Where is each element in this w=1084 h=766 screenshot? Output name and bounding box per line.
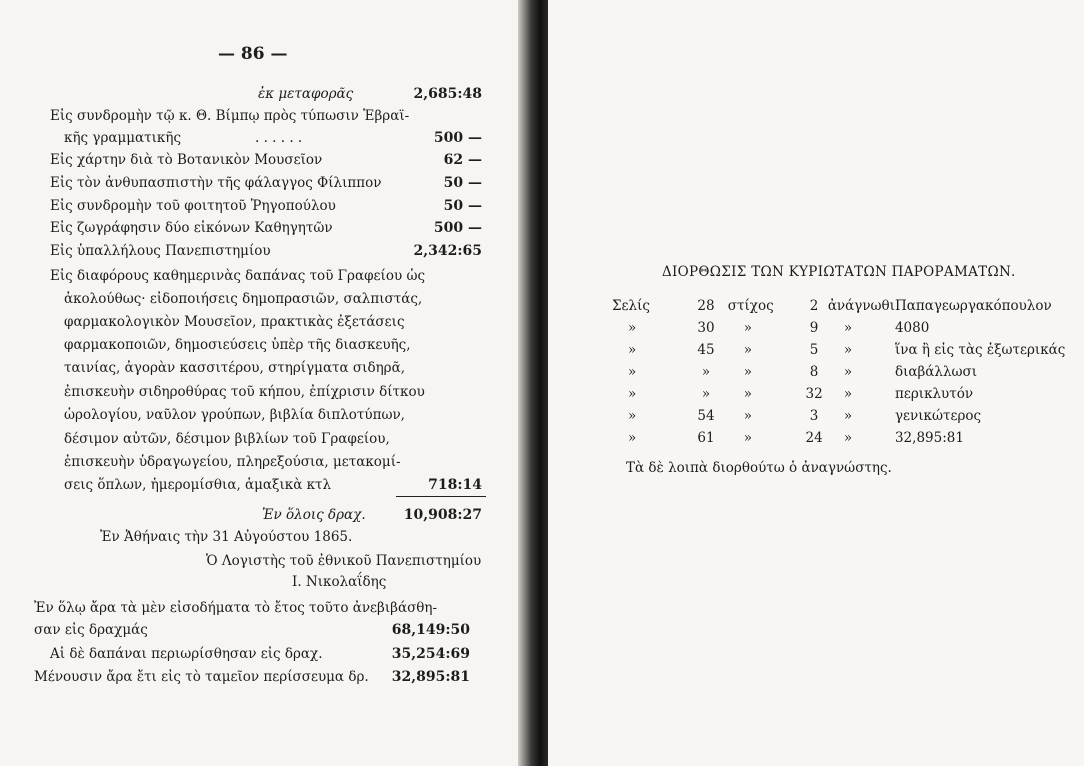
errata-cell: περικλυτόν: [894, 385, 974, 402]
entry-5-amount: 500 —: [433, 220, 482, 236]
errata-cell: 54: [697, 407, 715, 424]
errata-cell: 2: [809, 297, 819, 314]
errata-row: [612, 407, 1084, 429]
misc-line-4: φαρμακοποιῶν, δημοσιεύσεις ὑπὲρ τῆς διασκευῆς,: [64, 337, 411, 353]
errata-cell: 32,895:81: [894, 429, 964, 446]
carryover-amount: 2,685:48: [413, 86, 482, 102]
date-line: Ἐν Ἀθήναις τὴν 31 Αὐγούστου 1865.: [100, 529, 353, 545]
errata-cell: »: [743, 319, 753, 336]
errata-cell: ἀνάγνωθι: [827, 297, 895, 314]
errata-cell: »: [843, 407, 853, 424]
page-number: — 86 —: [218, 44, 288, 64]
entry-1-leader: . . . . . .: [255, 130, 303, 146]
errata-cell: »: [701, 385, 711, 402]
misc-line-8: δέσιμον αὐτῶν, δέσιμον βιβλίων τοῦ Γραφείου,: [64, 431, 390, 447]
errata-cell: »: [743, 385, 753, 402]
errata-cell: »: [701, 363, 711, 380]
errata-cell: 9: [809, 319, 819, 336]
entry-4-amount: 50 —: [443, 198, 482, 214]
entry-1-line1: Εἰς συνδρομὴν τῷ κ. Θ. Βίμπῳ πρὸς τύπωσιν Ἑβραϊ-: [50, 108, 410, 124]
errata-cell: »: [628, 341, 637, 358]
misc-amount: 718:14: [428, 477, 482, 493]
errata-cell: 30: [697, 319, 715, 336]
errata-cell: »: [843, 341, 853, 358]
summary-expenses-label: Αἱ δὲ δαπάναι περιωρίσθησαν εἰς δραχ.: [50, 646, 323, 662]
errata-cell: »: [628, 385, 637, 402]
misc-line-6: ἐπισκευὴν σιδηροθύρας τοῦ κήπου, ἐπίχρισιν δίτκου: [64, 384, 425, 400]
errata-cell: 4080: [894, 319, 930, 336]
errata-cell: Σελίς: [612, 297, 650, 314]
entry-5-text: Εἰς ζωγράφησιν δύο εἰκόνων Καθηγητῶν: [50, 220, 333, 236]
summary-balance-amount: 32,895:81: [391, 669, 470, 685]
errata-cell: 3: [809, 407, 819, 424]
errata-cell: »: [843, 385, 853, 402]
signature-title: Ὁ Λογιστὴς τοῦ ἐθνικοῦ Πανεπιστημίου: [206, 553, 482, 569]
signature-name: Ι. Νικολαΐδης: [292, 574, 387, 590]
errata-cell: »: [628, 407, 637, 424]
errata-cell: γενικώτερος: [894, 407, 982, 424]
misc-line-7: ὡρολογίου, ναῦλον γρούπων, βιβλία διπλοτύπων,: [64, 407, 405, 423]
entry-2-text: Εἰς χάρτην διὰ τὸ Βοτανικὸν Μουσεῖον: [50, 152, 323, 168]
summary-expenses-amount: 35,254:69: [391, 646, 470, 662]
errata-cell: 28: [697, 297, 715, 314]
entry-2-amount: 62 —: [443, 152, 482, 168]
left-page: [0, 0, 528, 766]
errata-row: [612, 297, 1084, 319]
errata-row: [612, 363, 1084, 385]
misc-line-5: ταινίας, ἀγορὰν κασσιτέρου, στηρίγματα σιδηρᾶ,: [64, 360, 406, 376]
errata-cell: 5: [809, 341, 819, 358]
errata-cell: »: [743, 407, 753, 424]
errata-cell: διαβάλλωσι: [894, 363, 978, 380]
misc-line-10: σεις ὅπλων, ἡμερομίσθια, ἁμαξικὰ κτλ: [64, 477, 332, 493]
errata-cell: »: [628, 429, 637, 446]
summary-income-amount: 68,149:50: [391, 622, 470, 638]
errata-row: [612, 429, 1084, 451]
errata-cell: »: [628, 319, 637, 336]
errata-closing: Τὰ δὲ λοιπὰ διορθούτω ὁ ἀναγνώστης.: [626, 460, 892, 476]
errata-cell: »: [743, 341, 753, 358]
errata-table: [612, 297, 1084, 451]
entry-6-text: Εἰς ὑπαλλήλους Πανεπιστημίου: [50, 243, 271, 259]
misc-line-1: Εἰς διαφόρους καθημερινὰς δαπάνας τοῦ Γραφείου ὡς: [50, 268, 426, 284]
errata-title: ΔΙΟΡΘΩΣΙΣ ΤΩΝ ΚΥΡΙΩΤΑΤΩΝ ΠΑΡΟΡΑΜΑΤΩΝ.: [662, 264, 1016, 280]
total-label: Ἐν ὅλοις δραχ.: [262, 507, 366, 523]
entry-3-text: Εἰς τὸν ἀνθυπασπιστὴν τῆς φάλαγγος Φίλιππον: [50, 175, 382, 191]
errata-cell: στίχος: [727, 297, 774, 314]
errata-row: [612, 319, 1084, 341]
errata-row: [612, 385, 1084, 407]
misc-line-9: ἐπισκευὴν ὑδραγωγείου, πληρεξούσια, μετακομί-: [64, 454, 401, 470]
errata-cell: ἵνα ἢ εἰς τὰς ἐξωτερικάς: [894, 341, 1066, 358]
misc-line-3: φαρμακολογικὸν Μουσεῖον, πρακτικὰς ἐξετάσεις: [64, 314, 405, 330]
entry-1-amount: 500 —: [433, 130, 482, 146]
errata-cell: »: [843, 363, 853, 380]
errata-cell: 61: [697, 429, 715, 446]
summary-income-line2: σαν εἰς δραχμάς: [34, 622, 148, 638]
errata-cell: »: [628, 363, 637, 380]
errata-cell: »: [843, 429, 853, 446]
entry-3-amount: 50 —: [443, 175, 482, 191]
errata-cell: 8: [809, 363, 819, 380]
errata-cell: »: [743, 429, 753, 446]
misc-line-2: ἀκολούθως· εἰδοποιήσεις δημοπρασιῶν, σαλπιστάς,: [64, 291, 423, 307]
entry-1-line2: κῆς γραμματικῆς: [64, 130, 182, 146]
errata-cell: »: [743, 363, 753, 380]
carryover-label: ἐκ μεταφορᾶς: [258, 86, 354, 102]
errata-cell: Παπαγεωργακόπουλον: [894, 297, 1052, 314]
errata-cell: 45: [697, 341, 715, 358]
errata-cell: »: [843, 319, 853, 336]
summary-income-line1: Ἐν ὅλῳ ἄρα τὰ μὲν εἰσοδήματα τὸ ἔτος τοῦτο ἀνεβιβάσθη-: [34, 600, 438, 616]
errata-row: [612, 341, 1084, 363]
entry-4-text: Εἰς συνδρομὴν τοῦ φοιτητοῦ Ῥηγοπούλου: [50, 198, 336, 214]
total-rule: [396, 496, 486, 497]
errata-cell: 32: [805, 385, 823, 402]
summary-balance-label: Μένουσιν ἄρα ἔτι εἰς τὸ ταμεῖον περίσσευμα δρ.: [34, 669, 369, 685]
errata-cell: 24: [805, 429, 823, 446]
total-amount: 10,908:27: [403, 507, 482, 523]
entry-6-amount: 2,342:65: [413, 243, 482, 259]
